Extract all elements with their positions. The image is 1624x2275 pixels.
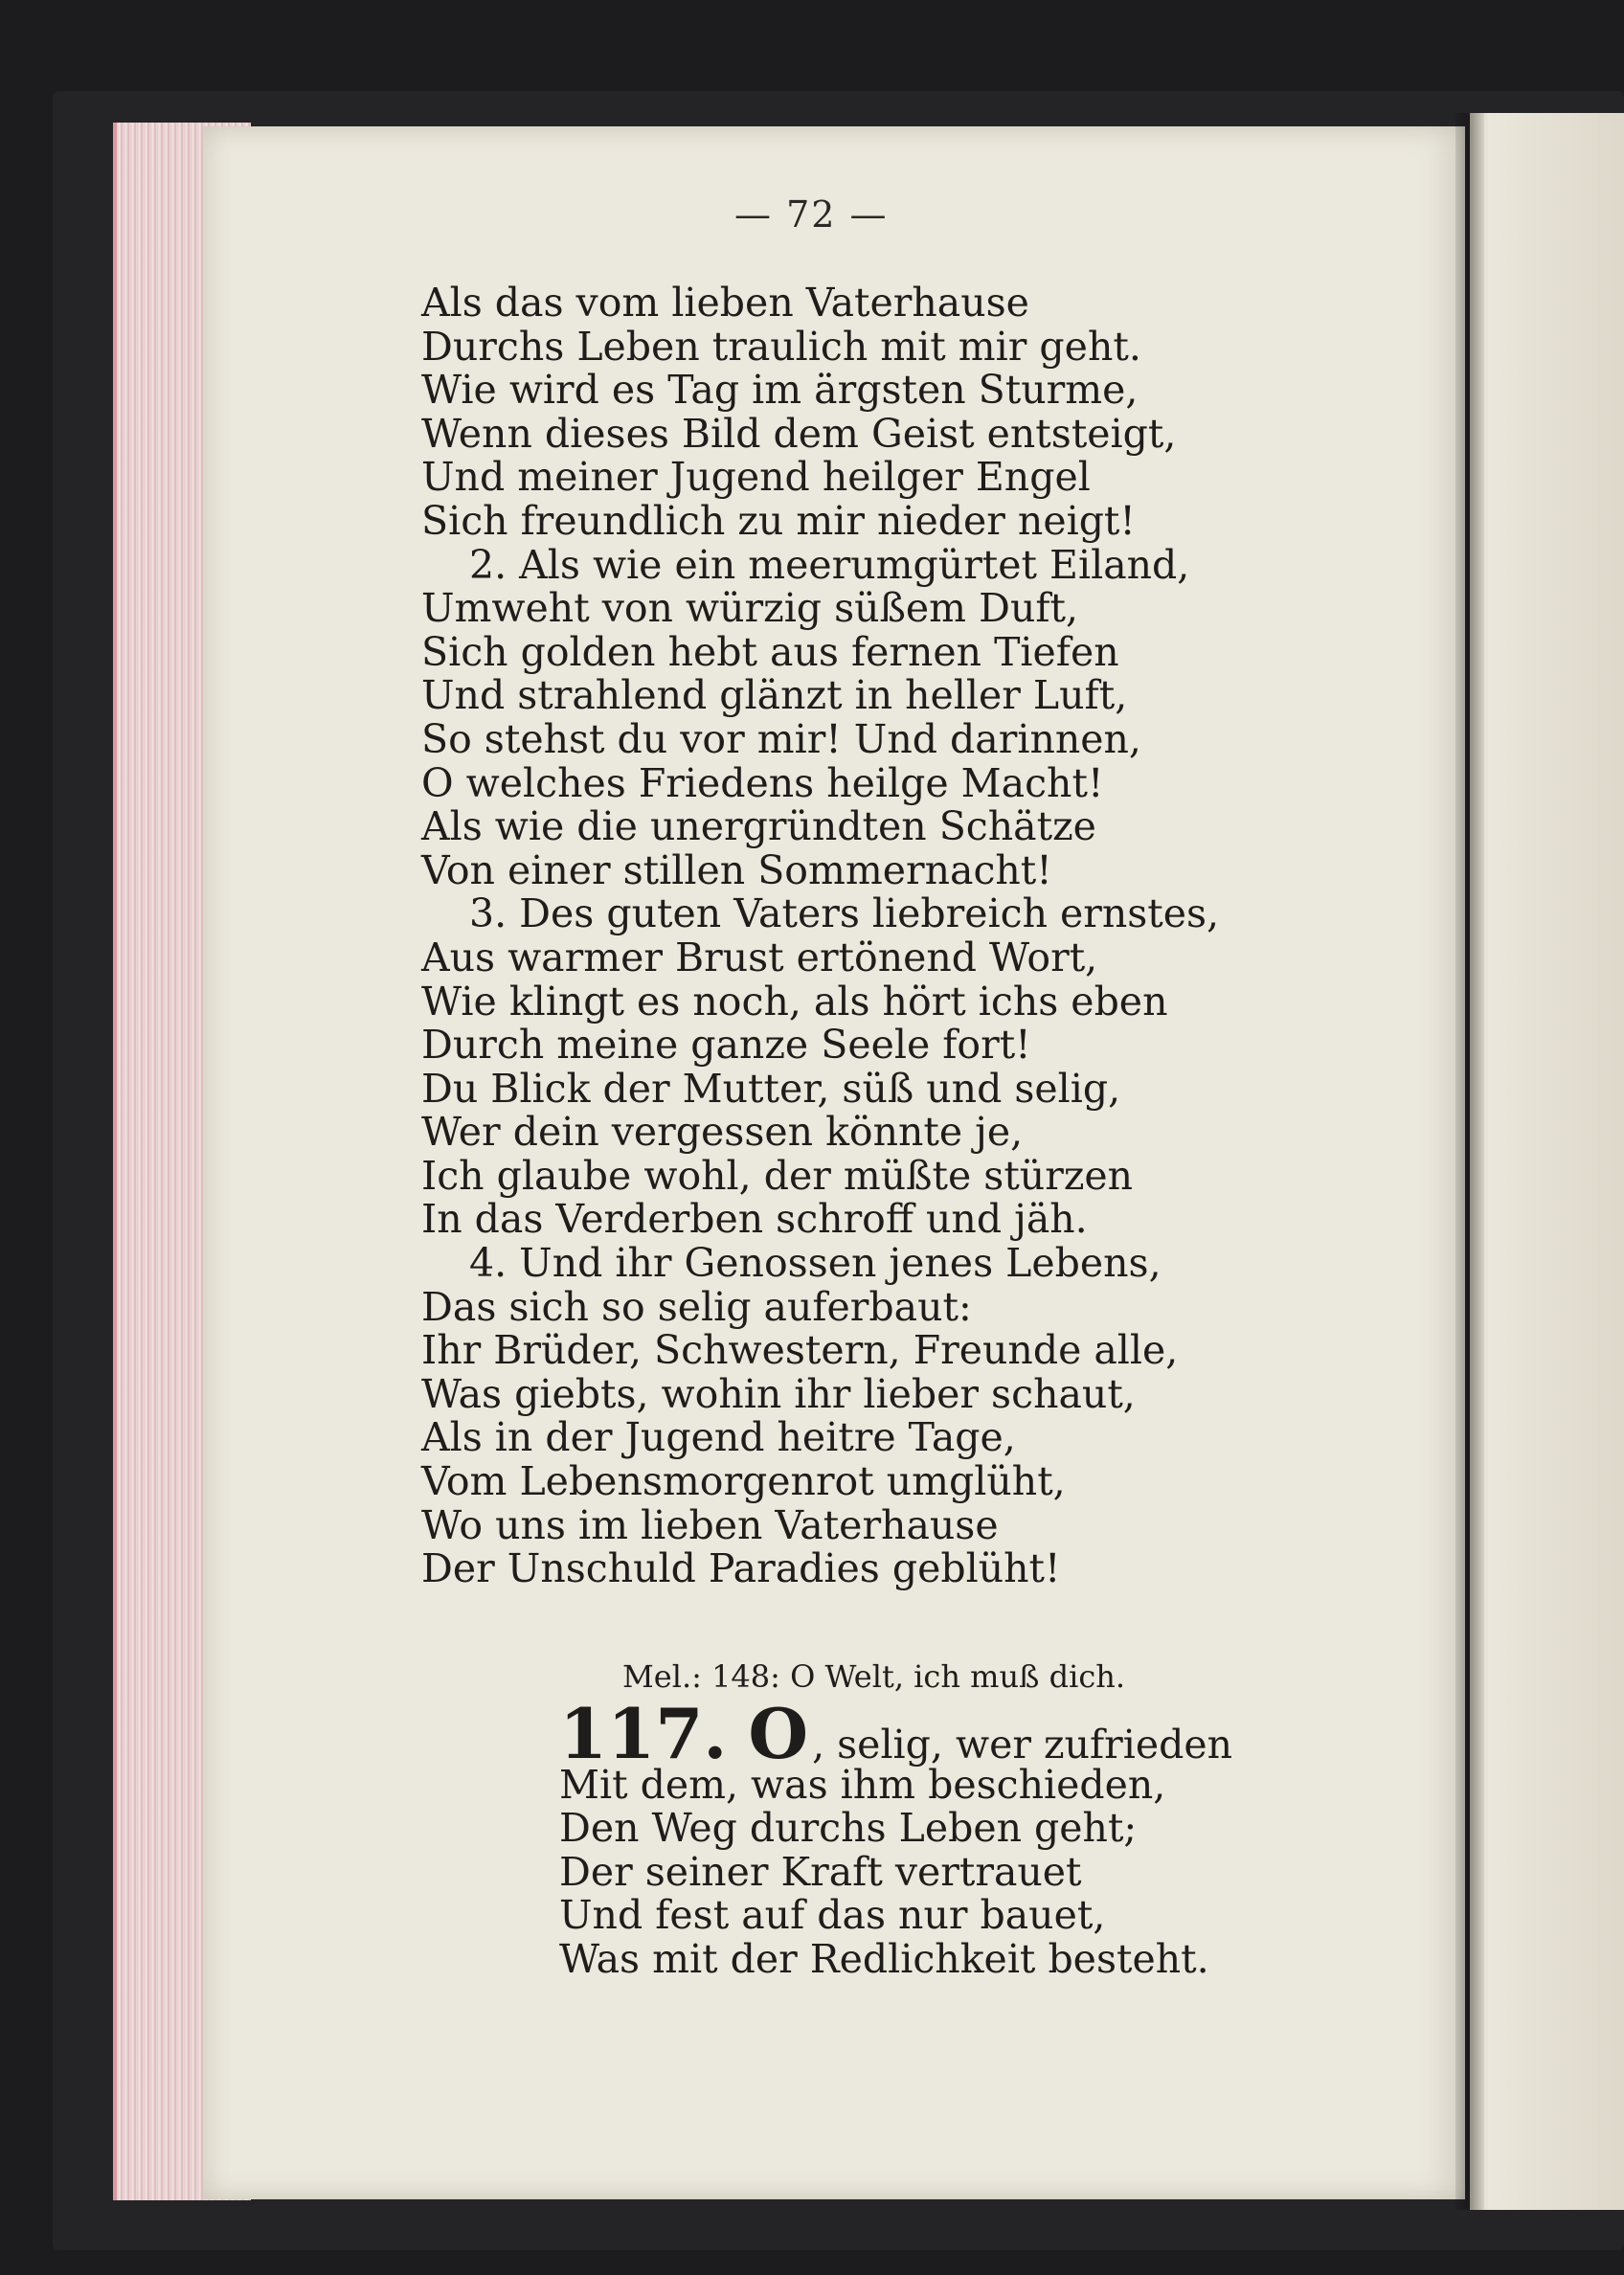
verse-line: In das Verderben schroff und jäh.: [421, 1196, 1088, 1243]
hymn-number: 117.: [559, 1693, 728, 1774]
verse-line: Wo uns im lieben Vaterhause: [421, 1501, 999, 1548]
verse-line: Durchs Leben traulich mit mir geht.: [421, 323, 1141, 370]
book-page: [203, 126, 1465, 2199]
verse-line: Umweht von würzig süßem Duft,: [421, 585, 1079, 632]
verse-line: Und meiner Jugend heilger Engel: [421, 454, 1091, 501]
facing-page: [1470, 113, 1624, 2210]
verse-line: Wenn dieses Bild dem Geist entsteigt,: [421, 410, 1177, 457]
hymn-first-line-text: , selig, wer zufrieden: [812, 1722, 1233, 1768]
verse-line: 3. Des guten Vaters liebreich ernstes,: [469, 890, 1220, 937]
verse-line: Von einer stillen Sommernacht!: [421, 846, 1052, 893]
verse-line: 4. Und ihr Genossen jenes Lebens,: [469, 1240, 1162, 1287]
melody-note: Mel.: 148: O Welt, ich muß dich.: [622, 1658, 1126, 1695]
verse-line: Aus warmer Brust ertönend Wort,: [421, 934, 1098, 980]
verse-line: Als wie die unergründten Schätze: [421, 803, 1096, 850]
verse-line: Wie wird es Tag im ärgsten Sturme,: [421, 367, 1139, 414]
verse-line: Wer dein vergessen könnte je,: [421, 1109, 1024, 1156]
hymn-line: Der seiner Kraft vertrauet: [559, 1848, 1082, 1895]
hymn-initial: O: [748, 1693, 809, 1774]
spine-shadow: [1455, 113, 1484, 2210]
hymn-line: Mit dem, was ihm beschieden,: [559, 1762, 1166, 1808]
verse-line: Durch meine ganze Seele fort!: [421, 1022, 1031, 1069]
verse-line: So stehst du vor mir! Und darinnen,: [421, 715, 1141, 762]
hymn-line: Und fest auf das nur bauet,: [559, 1892, 1106, 1939]
verse-line: Du Blick der Mutter, süß und selig,: [421, 1065, 1121, 1112]
page-number: — 72 —: [734, 193, 889, 236]
verse-line: Vom Lebensmorgenrot umglüht,: [421, 1458, 1066, 1505]
verse-line: Sich freundlich zu mir nieder neigt!: [421, 497, 1136, 544]
hymn-line: Den Weg durchs Leben geht;: [559, 1805, 1138, 1852]
verse-line: Das sich so selig auferbaut:: [421, 1283, 972, 1330]
verse-line: Und strahlend glänzt in heller Luft,: [421, 672, 1128, 719]
verse-line: Ich glaube wohl, der müßte stürzen: [421, 1152, 1134, 1199]
hymn-lines: [559, 1764, 1421, 1981]
verse-line: Ihr Brüder, Schwestern, Freunde alle,: [421, 1327, 1179, 1374]
verse-line: Wie klingt es noch, als hört ichs eben: [421, 978, 1168, 1025]
verse-line: 2. Als wie ein meerumgürtet Eiland,: [469, 541, 1190, 588]
hymn-117: [559, 1693, 1421, 1982]
verse-line: Als das vom lieben Vaterhause: [421, 280, 1029, 326]
verse-line: Als in der Jugend heitre Tage,: [421, 1414, 1016, 1461]
hymn-line: Was mit der Redlichkeit besteht.: [559, 1935, 1209, 1982]
hymn-first-line: [559, 1693, 1421, 1774]
verse-line: O welches Friedens heilge Macht!: [421, 759, 1104, 806]
verse-line: Der Unschuld Paradies geblüht!: [421, 1545, 1061, 1592]
verse-line: Was giebts, wohin ihr lieber schaut,: [421, 1370, 1136, 1417]
verse-line: Sich golden hebt aus fernen Tiefen: [421, 628, 1119, 675]
hymn-116-verses: [421, 282, 1398, 1591]
